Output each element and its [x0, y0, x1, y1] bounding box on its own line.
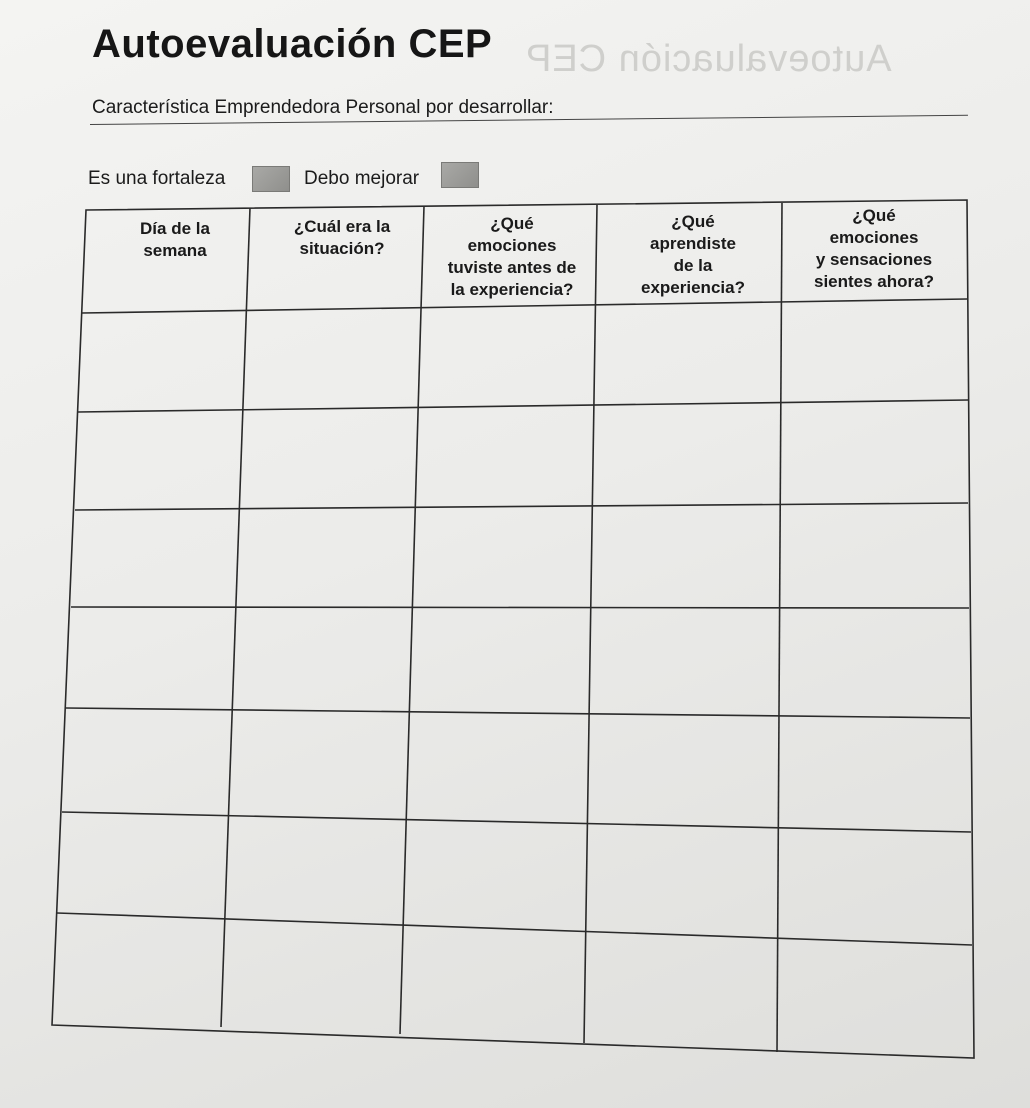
column-divider-4	[777, 203, 782, 1052]
column-header-learned: ¿Qué aprendiste de la experiencia?	[641, 212, 745, 297]
row-divider-7	[57, 913, 972, 945]
column-divider-1	[221, 208, 250, 1027]
row-divider-3	[75, 503, 968, 510]
bleed-through-title: Autoevaluación CEP	[525, 38, 892, 80]
row-divider-5	[66, 708, 970, 718]
column-divider-3	[584, 205, 597, 1043]
column-header-situation: ¿Cuál era la situación?	[293, 217, 391, 258]
legend-improve-label: Debo mejorar	[304, 168, 420, 189]
column-header-emotions-before: ¿Qué emociones tuviste antes de la experiencia?	[447, 214, 577, 299]
legend-strength-label: Es una fortaleza	[88, 168, 226, 189]
page-title: Autoevaluación CEP	[92, 22, 493, 66]
cep-trait-label: Característica Emprendedora Personal por desarrollar:	[92, 97, 554, 118]
column-header-emotions-now: ¿Qué emociones y sensaciones sientes ahora?	[814, 206, 934, 291]
column-divider-2	[400, 206, 424, 1034]
column-header-day: Día de la semana	[140, 219, 210, 260]
row-divider-1	[82, 299, 967, 313]
row-divider-4	[71, 607, 969, 608]
row-divider-6	[62, 812, 971, 832]
row-divider-2	[78, 400, 968, 412]
